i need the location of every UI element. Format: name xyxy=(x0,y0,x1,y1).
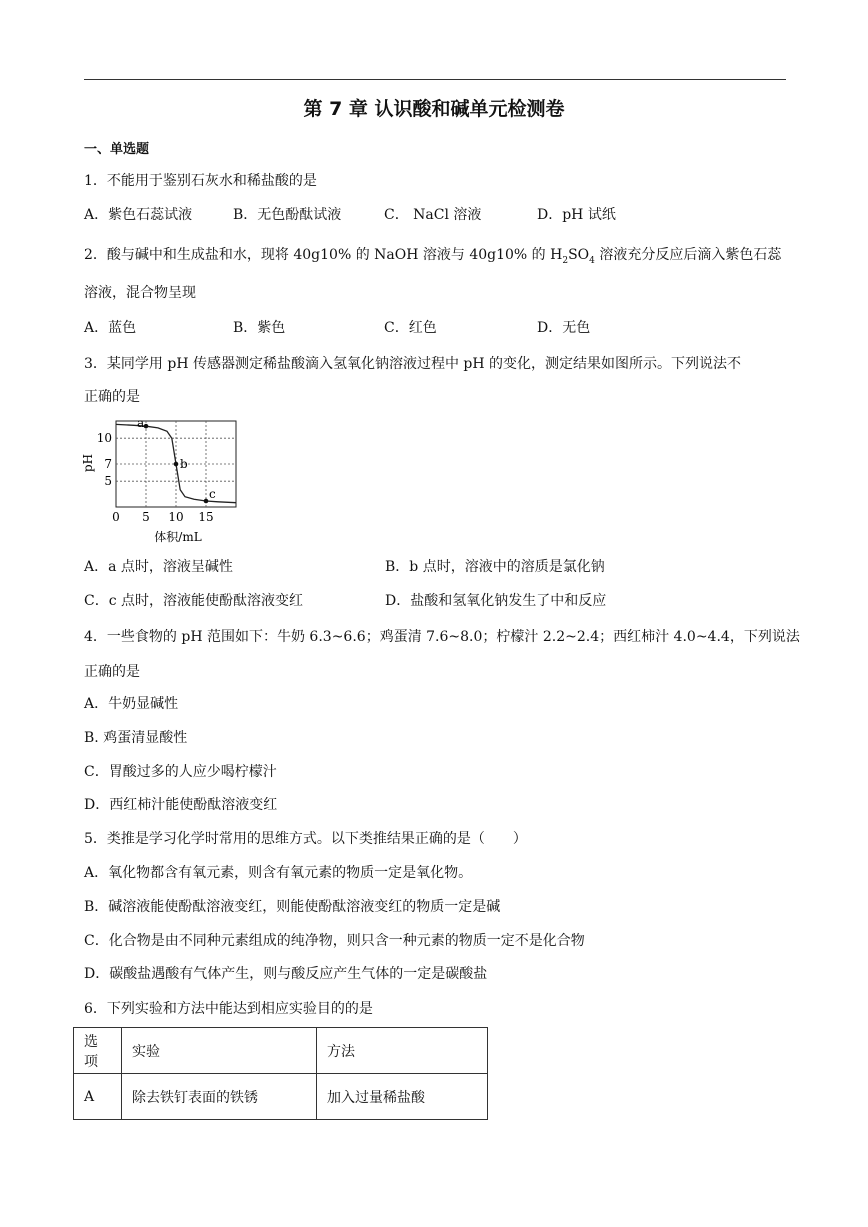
q2-option-a: A．蓝色 xyxy=(84,320,137,336)
table-cell: 除去铁钉表面的铁锈 xyxy=(122,1074,317,1120)
point-b xyxy=(174,462,179,467)
chart-ticks xyxy=(97,431,214,524)
question-3-stem-line2: 正确的是 xyxy=(84,389,140,405)
q3-option-b: B．b 点时，溶液中的溶质是氯化钠 xyxy=(385,559,605,575)
q1-option-d: D．pH 试纸 xyxy=(537,207,616,223)
point-label-a: a xyxy=(137,416,145,431)
q6-table xyxy=(73,1027,488,1120)
point-c xyxy=(204,499,209,504)
y-tick-label: 5 xyxy=(104,474,112,489)
y-axis-label: pH xyxy=(81,453,95,473)
q1-option-a: A．紫色石蕊试液 xyxy=(84,207,193,223)
q5-option-d: D．碳酸盐遇酸有气体产生，则与酸反应产生气体的一定是碳酸盐 xyxy=(84,966,488,982)
question-4-stem-line2: 正确的是 xyxy=(84,664,140,680)
ph-chart xyxy=(80,415,250,545)
x-axis-label: 体积/mL xyxy=(154,530,202,544)
q5-option-b: B．碱溶液能使酚酞溶液变红，则能使酚酞溶液变红的物质一定是碱 xyxy=(84,899,501,915)
header-rule xyxy=(84,79,786,80)
point-a xyxy=(144,424,149,429)
q4-option-c: C．胃酸过多的人应少喝柠檬汁 xyxy=(84,764,277,780)
x-tick-label: 0 xyxy=(112,510,120,524)
q5-option-a: A．氧化物都含有氧元素，则含有氧元素的物质一定是氧化物。 xyxy=(84,865,473,881)
table-header-cell: 方法 xyxy=(317,1028,488,1074)
q2-option-d: D．无色 xyxy=(537,320,591,336)
question-1-stem: 1．不能用于鉴别石灰水和稀盐酸的是 xyxy=(84,173,317,189)
q3-option-c: C．c 点时，溶液能使酚酞溶液变红 xyxy=(84,593,304,609)
q1-option-b: B．无色酚酞试液 xyxy=(233,207,342,223)
table-row xyxy=(74,1074,488,1120)
x-tick-label: 5 xyxy=(142,510,150,524)
question-3-stem: 3．某同学用 pH 传感器测定稀盐酸滴入氢氧化钠溶液过程中 pH 的变化，测定结果如图所示。下列说法不 xyxy=(84,356,742,372)
q2-option-c: C．红色 xyxy=(384,320,437,336)
q4-option-b: B. 鸡蛋清显酸性 xyxy=(84,730,188,746)
table-header-cell: 实验 xyxy=(122,1028,317,1074)
table-cell: A xyxy=(74,1074,122,1120)
q4-option-a: A．牛奶显碱性 xyxy=(84,696,179,712)
point-label-c: c xyxy=(209,486,216,501)
q4-option-d: D．西红柿汁能使酚酞溶液变红 xyxy=(84,797,278,813)
table-header-cell: 选项 xyxy=(74,1028,122,1074)
y-tick-label: 7 xyxy=(104,457,112,471)
q1-option-c: C． NaCl 溶液 xyxy=(384,207,482,223)
question-4-stem: 4．一些食物的 pH 范围如下：牛奶 6.3~6.6；鸡蛋清 7.6~8.0；柠檬汁 2.2~2.4；西红柿汁 4.0~4.4，下列说法 xyxy=(84,629,800,645)
question-2-stem-line2: 溶液，混合物呈现 xyxy=(84,285,196,301)
q5-option-c: C．化合物是由不同种元素组成的纯净物，则只含一种元素的物质一定不是化合物 xyxy=(84,933,585,949)
table-cell: 加入过量稀盐酸 xyxy=(317,1074,488,1120)
q3-option-a: A．a 点时，溶液呈碱性 xyxy=(84,559,233,575)
y-tick-label: 10 xyxy=(96,431,112,446)
x-tick-label: 15 xyxy=(198,510,214,524)
table-header-row xyxy=(74,1028,488,1074)
x-tick-label: 10 xyxy=(168,510,184,524)
question-6-stem: 6．下列实验和方法中能达到相应实验目的的是 xyxy=(84,1001,373,1017)
q2-option-b: B．紫色 xyxy=(233,320,286,336)
question-2-stem: 2．酸与碱中和生成盐和水，现将 40g10% 的 NaOH 溶液与 40g10% 的 $H_2SO_4$ 溶液充分反应后滴入紫色石蕊 xyxy=(84,247,782,266)
point-label-b: b xyxy=(180,457,188,471)
page-title: 第 7 章 认识酸和碱单元检测卷 xyxy=(303,98,565,120)
chart-points xyxy=(137,416,216,503)
question-5-stem: 5．类推是学习化学时常用的思维方式。以下类推结果正确的是（ ） xyxy=(84,831,527,847)
section-heading: 一、单选题 xyxy=(84,142,150,157)
q3-option-d: D．盐酸和氢氧化钠发生了中和反应 xyxy=(385,593,607,609)
